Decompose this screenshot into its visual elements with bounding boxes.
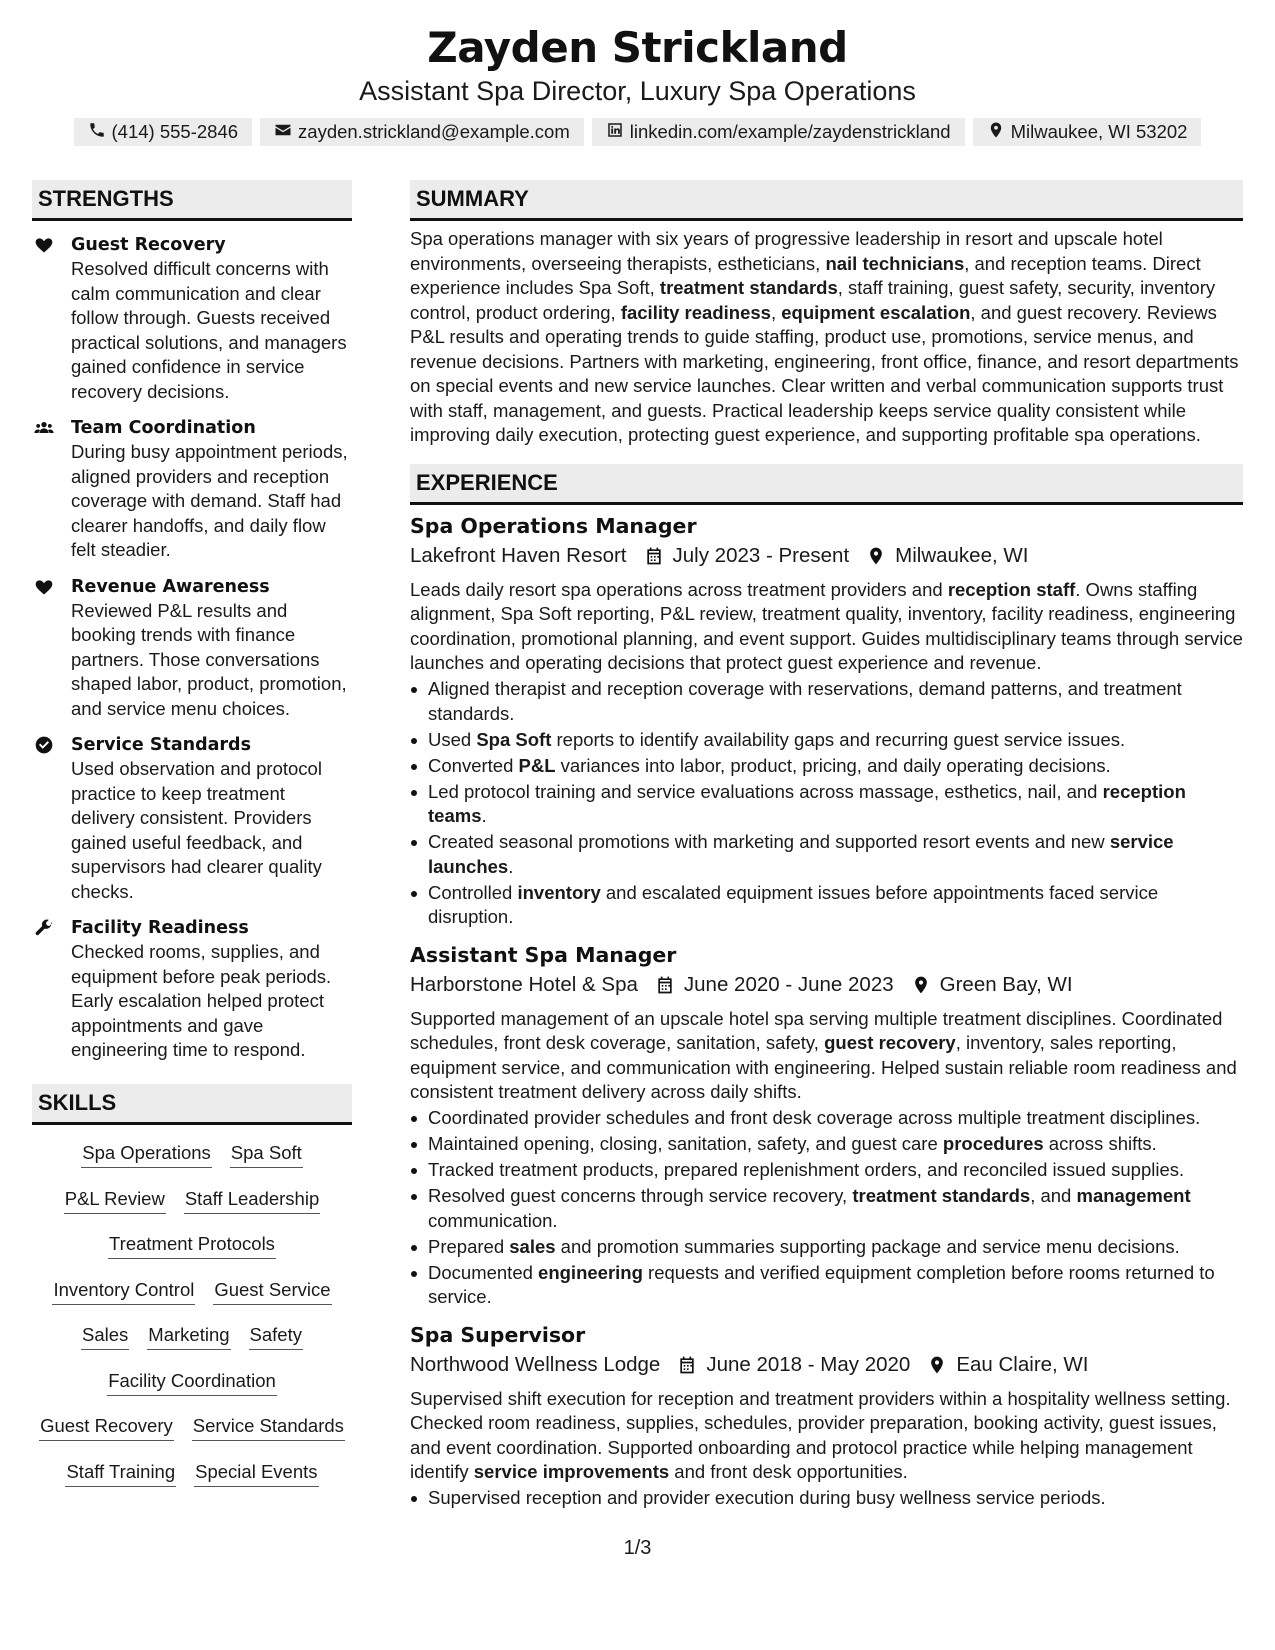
page-number: 1/3	[623, 1537, 652, 1559]
text-run: Maintained opening, closing, sanitation, safety, and guest care	[428, 1133, 943, 1154]
text-run: Leads daily resort spa operations across treatment providers and	[410, 578, 948, 600]
candidate-title: Assistant Spa Director, Luxury Spa Operations	[359, 76, 916, 106]
linkedin-icon	[606, 121, 624, 144]
job-location: Eau Claire, WI	[956, 1352, 1089, 1376]
skill-tag: Safety	[249, 1324, 303, 1350]
bold-keyword: service improvements	[473, 1461, 670, 1482]
bold-keyword: service launches	[428, 831, 1174, 877]
contact-location	[973, 118, 1202, 146]
text-run: variances into labor, product, pricing, and daily operating decisions.	[555, 754, 1111, 776]
bullet-item	[410, 1132, 1243, 1157]
summary-heading: SUMMARY	[410, 180, 1243, 221]
map-pin-icon	[865, 545, 887, 567]
strength-title: Facility Readiness	[71, 918, 249, 938]
skills-heading: SKILLS	[32, 1084, 352, 1125]
calendar-icon	[676, 1354, 698, 1376]
skill-tag: Staff Training	[65, 1461, 176, 1487]
job-company: Northwood Wellness Lodge	[410, 1352, 661, 1376]
heart-icon	[34, 577, 56, 599]
text-run: Led protocol training and service evaluations across massage, esthetics, nail, and	[428, 780, 1103, 802]
text-run: Aligned therapist and reception coverage with reservations, demand patterns, and treatment standards.	[428, 678, 1182, 724]
job-title: Spa Supervisor	[410, 1322, 586, 1347]
summary-text	[410, 227, 1243, 448]
text-run: .	[508, 855, 514, 877]
bold-keyword: treatment standards	[659, 277, 838, 298]
text-run: Supervised reception and provider execution during busy wellness service periods.	[428, 1487, 1106, 1508]
skill-tag: Spa Operations	[81, 1142, 212, 1168]
bold-keyword: management	[1076, 1185, 1191, 1206]
text-run: Spa operations manager with six years of progressive leadership in resort and upscale hotel environments, overseeing therapists, estheticians,	[410, 228, 1163, 274]
text-run: requests and verified equipment completion before rooms returned to service.	[428, 1261, 1215, 1307]
contact-linkedin[interactable]	[592, 118, 965, 146]
job-dates: July 2023 - Present	[672, 543, 850, 567]
skill-row	[32, 1406, 352, 1452]
text-run: Documented	[428, 1261, 539, 1283]
strength-desc: Checked rooms, supplies, and equipment before peak periods. Early escalation helped protect appointments and gave engineering time to respond.	[71, 941, 332, 1060]
bold-keyword: reception staff	[947, 578, 1076, 600]
right-column	[410, 180, 1243, 1511]
text-run: . Owns staffing alignment, Spa Soft reporting, P&L review, treatment quality, inventory, facility readiness, engineering coordination, promotional planning, and event support. Guides multidisciplinary teams through service launches and operating decisions that protect guest experience and revenue.	[410, 578, 1243, 673]
contact-linkedin-text: linkedin.com/example/zaydenstrickland	[629, 121, 951, 142]
skill-row	[32, 1224, 352, 1270]
skill-row	[32, 1315, 352, 1361]
bullet-item	[410, 881, 1243, 930]
skill-tag: P&L Review	[64, 1188, 166, 1214]
text-run: Controlled	[428, 881, 518, 903]
bullet-item	[410, 1235, 1243, 1260]
bullet-item	[410, 1184, 1243, 1233]
job-entry	[410, 940, 1243, 1310]
calendar-icon	[654, 974, 676, 996]
skill-row	[32, 1133, 352, 1179]
job-company: Harborstone Hotel & Spa	[410, 972, 638, 996]
strength-title: Revenue Awareness	[71, 576, 270, 597]
text-run: across shifts.	[1043, 1133, 1157, 1154]
strength-item	[32, 416, 352, 563]
map-pin-icon	[910, 974, 932, 996]
skills-list	[32, 1133, 352, 1497]
job-description	[410, 578, 1243, 676]
bold-keyword: guest recovery	[824, 1032, 956, 1053]
job-dates: June 2020 - June 2023	[683, 972, 894, 996]
bold-keyword: reception teams	[428, 780, 1186, 826]
bullet-item	[410, 1158, 1243, 1183]
skill-tag: Service Standards	[192, 1415, 345, 1441]
skill-tag: Staff Leadership	[184, 1188, 320, 1214]
strength-title: Service Standards	[71, 735, 251, 755]
job-bullets	[410, 1106, 1243, 1310]
contact-phone-text: (414) 555-2846	[111, 121, 239, 142]
bold-keyword: treatment standards	[852, 1185, 1031, 1206]
heart-icon	[34, 235, 56, 257]
text-run: ,	[770, 301, 782, 323]
job-meta	[410, 970, 1243, 1000]
text-run: , and reception teams. Direct experience includes Spa Soft,	[410, 252, 1201, 298]
strength-title: Team Coordination	[71, 418, 256, 438]
strength-item	[32, 916, 352, 1063]
text-run: reports to identify availability gaps and recurring guest service issues.	[551, 728, 1126, 750]
calendar-icon	[643, 545, 665, 567]
job-dates: June 2018 - May 2020	[706, 1352, 911, 1376]
bullet-item	[410, 830, 1243, 879]
skill-tag: Marketing	[147, 1324, 230, 1350]
contact-email-text: zayden.strickland@example.com	[298, 121, 570, 142]
text-run: Created seasonal promotions with marketing and supported resort events and new	[428, 831, 1110, 852]
text-run: Prepared	[428, 1235, 510, 1257]
bold-keyword: facility readiness	[620, 301, 771, 323]
users-icon	[34, 418, 56, 440]
text-run: communication.	[428, 1209, 558, 1231]
bold-keyword: equipment escalation	[781, 301, 971, 323]
job-location: Green Bay, WI	[939, 972, 1073, 996]
job-entry	[410, 511, 1243, 930]
job-company: Lakefront Haven Resort	[410, 543, 627, 567]
skill-tag: Special Events	[194, 1461, 318, 1487]
strength-desc: Used observation and protocol practice to keep treatment delivery consistent. Providers gained useful feedback, and supervisors had clearer quality checks.	[71, 758, 322, 902]
wrench-icon	[34, 918, 56, 940]
bullet-item	[410, 677, 1243, 726]
text-run: Supervised shift execution for reception and treatment providers within a hospitality wellness setting. Checked room readiness, supplies, schedules, provider preparation, booking activity, guest issues, and event coordination. Supported onboarding and protocol practice while helping management identify	[410, 1387, 1231, 1482]
skill-tag: Guest Service	[213, 1279, 331, 1305]
bold-keyword: procedures	[942, 1133, 1044, 1154]
experience-heading: EXPERIENCE	[410, 464, 1243, 505]
contact-email[interactable]	[260, 118, 584, 146]
text-run: .	[481, 805, 487, 826]
text-run: , and guest recovery. Reviews P&L results and operating trends to guide staffing, product use, promotions, service menus, and revenue decisions. Partners with marketing, engineering, front office, finance, and resort departments on special events and new service launches. Clear written and verbal communication supports trust with staff, management, and guests. Practical leadership keeps service quality consistent while improving daily execution, protecting guest experience, and supporting profitable spa operations.	[410, 301, 1239, 445]
skill-row	[32, 1451, 352, 1497]
job-title: Assistant Spa Manager	[410, 942, 677, 967]
strength-item	[32, 733, 352, 904]
bullet-item	[410, 1261, 1243, 1310]
skill-tag: Guest Recovery	[39, 1415, 174, 1441]
bold-keyword: P&L	[518, 754, 556, 776]
text-run: , staff training, guest safety, security, inventory control, product ordering,	[410, 277, 1216, 323]
text-run: and front desk opportunities.	[669, 1461, 908, 1482]
bold-keyword: sales	[509, 1235, 556, 1257]
strength-desc: Reviewed P&L results and booking trends with finance partners. Those conversations shaped labor, product, promotion, and service menu choices.	[71, 599, 347, 719]
contact-phone[interactable]	[74, 118, 253, 146]
skill-tag: Sales	[81, 1324, 129, 1350]
text-run: Coordinated provider schedules and front desk coverage across multiple treatment disciplines.	[428, 1107, 1201, 1128]
text-run: Used	[428, 728, 477, 750]
bullet-item	[410, 1106, 1243, 1131]
job-title: Spa Operations Manager	[410, 513, 697, 538]
job-meta	[410, 541, 1243, 571]
strength-item	[32, 575, 352, 722]
strengths-heading: STRENGTHS	[32, 180, 352, 221]
skill-row	[32, 1178, 352, 1224]
envelope-icon	[274, 121, 292, 144]
skill-tag: Spa Soft	[230, 1142, 303, 1168]
job-bullets	[410, 677, 1243, 930]
job-meta	[410, 1350, 1243, 1380]
contact-bar	[0, 118, 1275, 146]
bullet-item	[410, 1486, 1243, 1511]
text-run: Tracked treatment products, prepared replenishment orders, and reconciled issued supplies.	[428, 1159, 1185, 1180]
strength-desc: Resolved difficult concerns with calm communication and clear follow through. Guests received practical solutions, and managers gained confidence in service recovery decisions.	[71, 258, 347, 402]
map-pin-icon	[926, 1354, 948, 1376]
map-pin-icon	[987, 121, 1005, 144]
phone-icon	[88, 121, 106, 144]
text-run: Resolved guest concerns through service recovery,	[428, 1185, 853, 1206]
skill-row	[32, 1360, 352, 1406]
job-description	[410, 1387, 1243, 1485]
job-entry	[410, 1320, 1243, 1511]
text-run: and promotion summaries supporting package and service menu decisions.	[555, 1235, 1180, 1257]
skill-tag: Inventory Control	[52, 1279, 195, 1305]
bold-keyword: nail technicians	[825, 252, 965, 274]
text-run: , inventory, sales reporting, equipment service, and communication with engineering. Helped sustain reliable room readiness and consistent treatment delivery across daily shifts.	[410, 1032, 1237, 1102]
skill-tag: Facility Coordination	[107, 1370, 277, 1396]
bold-keyword: Spa Soft	[476, 728, 552, 750]
text-run: Converted	[428, 754, 519, 776]
resume-header	[0, 22, 1275, 146]
text-run: , and	[1030, 1185, 1077, 1206]
bullet-item	[410, 780, 1243, 829]
left-column	[32, 180, 352, 1497]
strength-item	[32, 233, 352, 404]
bold-keyword: engineering	[538, 1261, 643, 1283]
contact-location-text: Milwaukee, WI 53202	[1010, 121, 1188, 142]
job-location: Milwaukee, WI	[895, 543, 1029, 567]
strength-title: Guest Recovery	[71, 235, 226, 255]
job-bullets	[410, 1486, 1243, 1511]
skill-tag: Treatment Protocols	[108, 1233, 276, 1259]
bullet-item	[410, 728, 1243, 753]
text-run: and escalated equipment issues before appointments faced service disruption.	[428, 881, 1159, 927]
check-circle-icon	[34, 735, 56, 757]
bullet-item	[410, 754, 1243, 779]
skill-row	[32, 1269, 352, 1315]
job-description	[410, 1007, 1243, 1105]
bold-keyword: inventory	[517, 881, 601, 903]
strength-desc: During busy appointment periods, aligned providers and reception coverage with demand. Staff had clearer handoffs, and daily flow felt steadier.	[71, 441, 348, 560]
candidate-name: Zayden Strickland	[427, 23, 848, 72]
text-run: Supported management of an upscale hotel spa serving multiple treatment disciplines. Coordinated schedules, front desk coverage, sanitation, safety,	[410, 1007, 1223, 1053]
